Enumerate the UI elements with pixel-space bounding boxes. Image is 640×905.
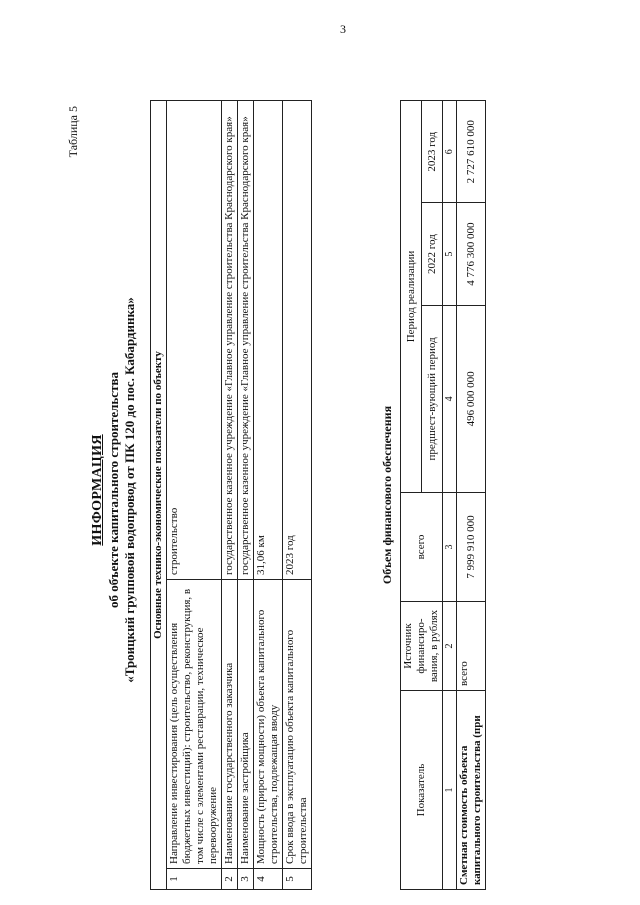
header-previous: предшест-вующий период — [422, 305, 443, 492]
table-row — [167, 101, 222, 890]
col-number: 4 — [443, 305, 457, 492]
row-label: Наименование государственного заказчика — [222, 580, 238, 869]
row-label: Срок ввода в эксплуатацию объекта капитального строительства — [283, 580, 312, 869]
title-line-2: об объекте капитального строительства — [106, 372, 121, 608]
row-previous: 496 000 000 — [457, 305, 486, 492]
title-line-3: «Троицкий групповой водопровод от ПК 120 до пос. Кабардинка» — [122, 297, 137, 683]
row-number: 1 — [167, 869, 222, 890]
row-number: 4 — [254, 869, 283, 890]
header-2022: 2022 год — [422, 203, 443, 305]
col-number: 6 — [443, 101, 457, 203]
document-title — [90, 90, 138, 890]
finance-title: Объем финансового обеспечения — [380, 405, 394, 585]
page-number: 3 — [340, 22, 346, 36]
row-value: строительство — [167, 101, 222, 580]
row-2022: 4 776 300 000 — [457, 203, 486, 305]
col-number: 3 — [443, 493, 457, 602]
table-row — [283, 101, 312, 890]
header-period: Период реализации — [401, 101, 422, 493]
row-label: Наименование застройщика — [238, 580, 254, 869]
table-row — [238, 101, 254, 890]
table-row — [254, 101, 283, 890]
row-value: 31,06 км — [254, 101, 283, 580]
header-source: Источник финансиро-вания, в рублях — [401, 602, 443, 691]
section-header: Основные технико-экономические показатели по объекту — [151, 101, 167, 890]
col-number: 5 — [443, 203, 457, 305]
table-row — [457, 101, 486, 890]
row-indicator: Сметная стоимость объекта капитального строительства (при — [457, 691, 486, 890]
row-number: 2 — [222, 869, 238, 890]
row-value: государственное казенное учреждение «Главное управление строительства Краснодарского края» — [222, 101, 238, 580]
row-total: 7 999 910 000 — [457, 493, 486, 602]
col-number: 1 — [443, 691, 457, 890]
row-value: 2023 год — [283, 101, 312, 580]
header-total: всего — [401, 493, 443, 602]
header-2023: 2023 год — [422, 101, 443, 203]
row-number: 3 — [238, 869, 254, 890]
row-label: Мощность (прирост мощности) объекта капитального строительства, подлежащая вводу — [254, 580, 283, 869]
row-number: 5 — [283, 869, 312, 890]
rotated-page-content — [40, 90, 600, 890]
column-numbers-row — [443, 101, 457, 890]
finance-table — [400, 100, 486, 890]
row-value: государственное казенное учреждение «Главное управление строительства Краснодарского края» — [238, 101, 254, 580]
row-source: всего — [457, 602, 486, 691]
header-indicator: Показатель — [401, 691, 443, 890]
row-2023: 2 727 610 000 — [457, 101, 486, 203]
table-label: Таблица 5 — [66, 106, 80, 158]
table-row — [222, 101, 238, 890]
main-indicators-table — [150, 100, 312, 890]
col-number: 2 — [443, 602, 457, 691]
title-line-1: ИНФОРМАЦИЯ — [90, 434, 105, 546]
row-label: Направление инвестирования (цель осуществления бюджетных инвестиций): строительство, реконструкция, в том числе с элементами реставрации, техническое перевооружение — [167, 580, 222, 869]
